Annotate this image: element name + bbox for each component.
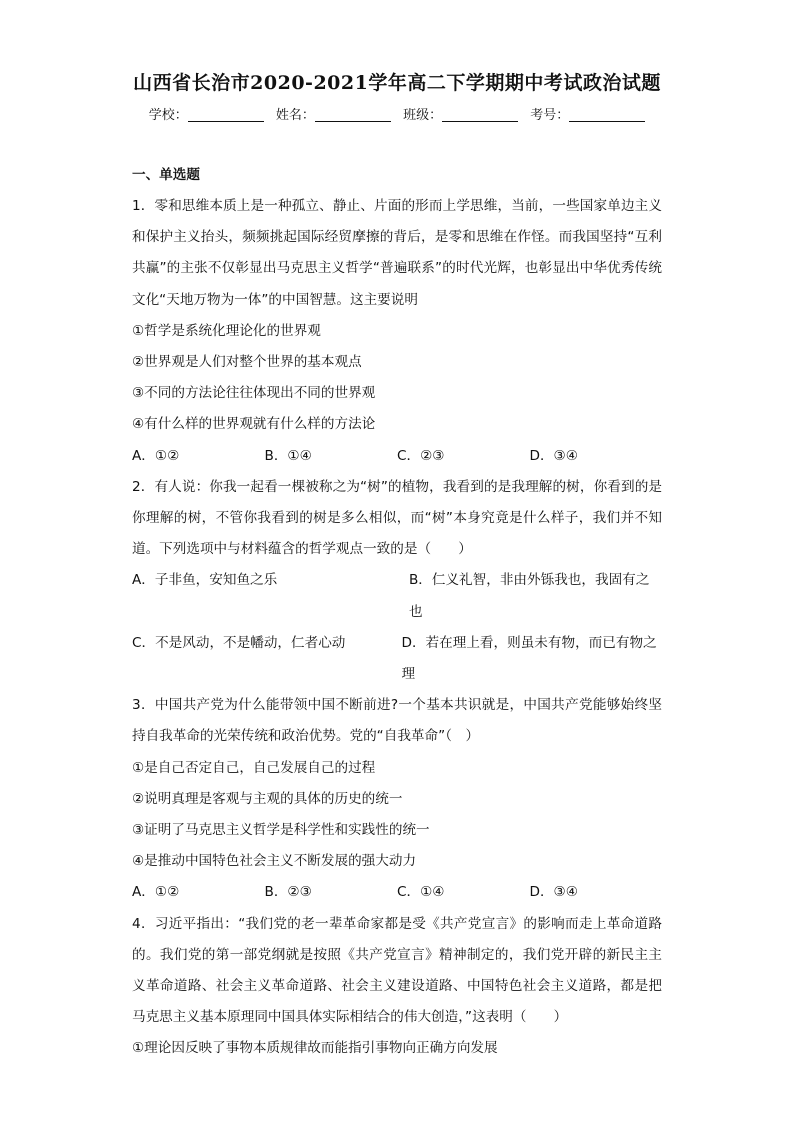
class-field bbox=[403, 104, 518, 123]
question-3-item: ④是推动中国特色社会主义不断发展的强大动力 bbox=[132, 853, 417, 870]
question-3-item: ①是自己否定自己，自己发展自己的过程 bbox=[132, 759, 376, 776]
class-label: 班级： bbox=[403, 108, 443, 123]
question-3-item: ③证明了马克思主义哲学是科学性和实践性的统一 bbox=[132, 822, 430, 839]
option-b[interactable]: B．仁义礼智，非由外铄我也，我固有之也 bbox=[408, 572, 650, 620]
question-3 bbox=[132, 690, 662, 908]
school-field bbox=[149, 104, 264, 123]
question-1-stem: 1．零和思维本质上是一种孤立、静止、片面的形而上学思维，当前，一些国家单边主义和保护主义抬头，频频挑起国际经贸摩擦的背后，是零和思维在作怪。而我国坚持“互利共赢”的主张不仅彰显出马克思主义哲学“普遍联系”的时代光辉，也彰显出中华优秀传统文化“天地万物为一体”的中国智慧。这主要说明 bbox=[132, 198, 662, 308]
question-2-options-row-1 bbox=[132, 565, 662, 627]
question-1 bbox=[132, 191, 662, 472]
class-blank[interactable] bbox=[442, 107, 518, 122]
option-a[interactable]: A．①② bbox=[132, 447, 180, 464]
student-info-line bbox=[0, 104, 794, 123]
option-d[interactable]: D．③④ bbox=[529, 447, 578, 464]
name-blank[interactable] bbox=[315, 107, 391, 122]
question-2-options-row-2 bbox=[132, 628, 662, 690]
question-1-item: ④有什么样的世界观就有什么样的方法论 bbox=[132, 416, 376, 433]
option-c[interactable]: C．②③ bbox=[397, 447, 445, 464]
question-2 bbox=[132, 472, 662, 690]
question-3-options bbox=[132, 877, 662, 908]
question-1-item: ③不同的方法论往往体现出不同的世界观 bbox=[132, 385, 376, 402]
option-b[interactable]: B．①④ bbox=[264, 447, 312, 464]
questions bbox=[132, 165, 662, 1065]
question-4 bbox=[132, 909, 662, 1065]
question-4-item: ①理论因反映了事物本质规律故而能指引事物向正确方向发展 bbox=[132, 1040, 498, 1057]
option-a[interactable]: A．①② bbox=[132, 884, 180, 901]
question-2-stem: 2．有人说：你我一起看一棵被称之为“树”的植物，我看到的是我理解的树，你看到的是你理解的树，不管你我看到的树是多么相似，而“树”本身究竟是什么样子，我们并不知道。下列选项中与材料蕴含的哲学观点一致的是（ ） bbox=[132, 478, 662, 558]
option-c[interactable]: C．①④ bbox=[397, 884, 445, 901]
school-label: 学校： bbox=[148, 108, 188, 123]
option-d[interactable]: D．③④ bbox=[529, 884, 578, 901]
page-title: 山西省长治市2020-2021学年高二下学期期中考试政治试题 bbox=[133, 72, 661, 94]
exam-number-label: 考号： bbox=[530, 108, 570, 123]
option-a[interactable]: A．子非鱼，安知鱼之乐 bbox=[132, 572, 278, 589]
question-1-options bbox=[132, 441, 662, 472]
name-label: 姓名： bbox=[275, 108, 315, 123]
section-title: 一、单选题 bbox=[132, 167, 200, 183]
question-1-item: ②世界观是人们对整个世界的基本观点 bbox=[132, 354, 362, 371]
question-1-item: ①哲学是系统化理论化的世界观 bbox=[132, 322, 321, 339]
name-field bbox=[276, 104, 391, 123]
question-3-stem: 3．中国共产党为什么能带领中国不断前进?一个基本共识就是，中国共产党能够始终坚持自我革命的光荣传统和政治优势。党的“自我革命”（ ） bbox=[132, 697, 662, 745]
exam-number-blank[interactable] bbox=[569, 107, 645, 122]
option-d[interactable]: D．若在理上看，则虽未有物，而已有物之理 bbox=[401, 634, 657, 683]
option-b[interactable]: B．②③ bbox=[264, 884, 312, 901]
question-4-stem: 4．习近平指出：“我们党的老一辈革命家都是受《共产党宣言》的影响而走上革命道路的。我们党的第一部党纲就是按照《共产党宣言》精神制定的，我们党开辟的新民主主义革命道路、社会主义革命道路、社会主义建设道路、中国特色社会主义道路，都是把马克思主义基本原理同中国具体实际相结合的伟大创造，”这表明（ ） bbox=[132, 915, 662, 1026]
exam-number-field bbox=[530, 104, 645, 123]
option-c[interactable]: C．不是风动，不是幡动，仁者心动 bbox=[132, 634, 346, 651]
question-3-item: ②说明真理是客观与主观的具体的历史的统一 bbox=[132, 790, 403, 807]
school-blank[interactable] bbox=[188, 107, 264, 122]
